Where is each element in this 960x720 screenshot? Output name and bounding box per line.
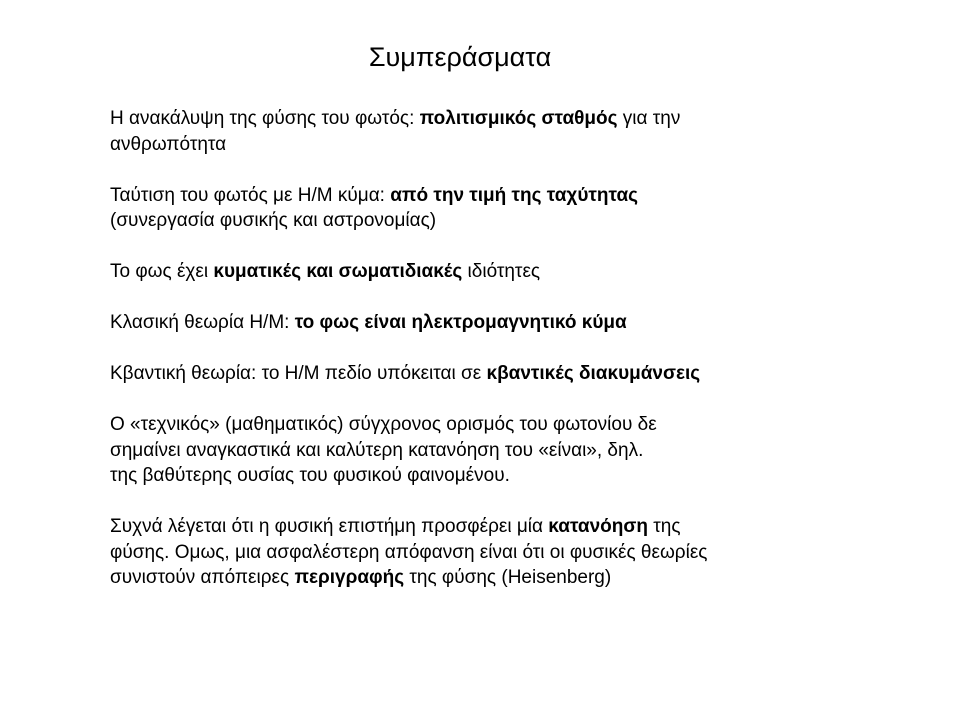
text-line bbox=[110, 514, 910, 540]
text-line bbox=[110, 412, 910, 438]
slide-title: Συμπεράσματα bbox=[368, 42, 552, 72]
text-run: Το φως έχει bbox=[110, 261, 214, 282]
text-run: (συνεργασία φυσικής και αστρονομίας) bbox=[110, 210, 437, 231]
text-run: της bbox=[647, 516, 681, 537]
text-line bbox=[110, 106, 910, 132]
bold-text: κυματικές και σωματιδιακές bbox=[213, 261, 463, 282]
conclusion-paragraph bbox=[110, 361, 910, 387]
conclusion-paragraph bbox=[110, 259, 910, 285]
text-run: της βαθύτερης ουσίας του φυσικού φαινομένου. bbox=[110, 465, 510, 486]
text-run: της φύσης (Heisenberg) bbox=[404, 567, 612, 588]
text-run: Ο «τεχνικός» (μαθηματικός) σύγχρονος ορισμός του φωτονίου δε bbox=[110, 414, 657, 435]
text-line bbox=[110, 259, 910, 285]
conclusion-paragraph bbox=[110, 183, 910, 234]
slide-body bbox=[110, 106, 910, 616]
text-line bbox=[110, 132, 910, 158]
text-line bbox=[110, 463, 910, 489]
text-line bbox=[110, 540, 910, 566]
bold-text: πολιτισμικός σταθμός bbox=[419, 108, 618, 129]
conclusion-paragraph bbox=[110, 514, 910, 591]
conclusion-paragraph bbox=[110, 106, 910, 157]
text-line bbox=[110, 565, 910, 591]
text-run: ανθρωπότητα bbox=[110, 133, 227, 155]
text-run: φύσης. Ομως, μια ασφαλέστερη απόφανση είναι ότι οι φυσικές θεωρίες bbox=[110, 541, 708, 563]
bold-text: το φως είναι ηλεκτρομαγνητικό κύμα bbox=[294, 312, 627, 333]
text-run: Κβαντική θεωρία: το Η/Μ πεδίο υπόκειται σε bbox=[110, 363, 487, 384]
text-run: Ταύτιση του φωτός με Η/Μ κύμα: bbox=[110, 184, 391, 206]
text-run: συνιστούν απόπειρες bbox=[110, 567, 295, 588]
text-run: Κλασική θεωρία Η/Μ: bbox=[110, 312, 295, 333]
bold-text: κατανόηση bbox=[548, 516, 648, 537]
text-line bbox=[110, 310, 910, 336]
text-run: για την bbox=[617, 108, 681, 129]
conclusion-paragraph bbox=[110, 310, 910, 336]
text-line bbox=[110, 208, 910, 234]
text-line bbox=[110, 361, 910, 387]
text-run: Η ανακάλυψη της φύσης του φωτός: bbox=[110, 108, 420, 129]
text-line bbox=[110, 183, 910, 209]
bold-text: από την τιμή της ταχύτητας bbox=[390, 184, 639, 206]
text-run: ιδιότητες bbox=[462, 261, 541, 282]
bold-text: περιγραφής bbox=[294, 567, 405, 588]
text-run: σημαίνει αναγκαστικά και καλύτερη κατανόηση του «είναι», δηλ. bbox=[110, 439, 644, 461]
bold-text: κβαντικές διακυμάνσεις bbox=[486, 363, 701, 384]
conclusion-paragraph bbox=[110, 412, 910, 489]
text-line bbox=[110, 438, 910, 464]
text-run: Συχνά λέγεται ότι η φυσική επιστήμη προσφέρει μία bbox=[110, 516, 549, 537]
